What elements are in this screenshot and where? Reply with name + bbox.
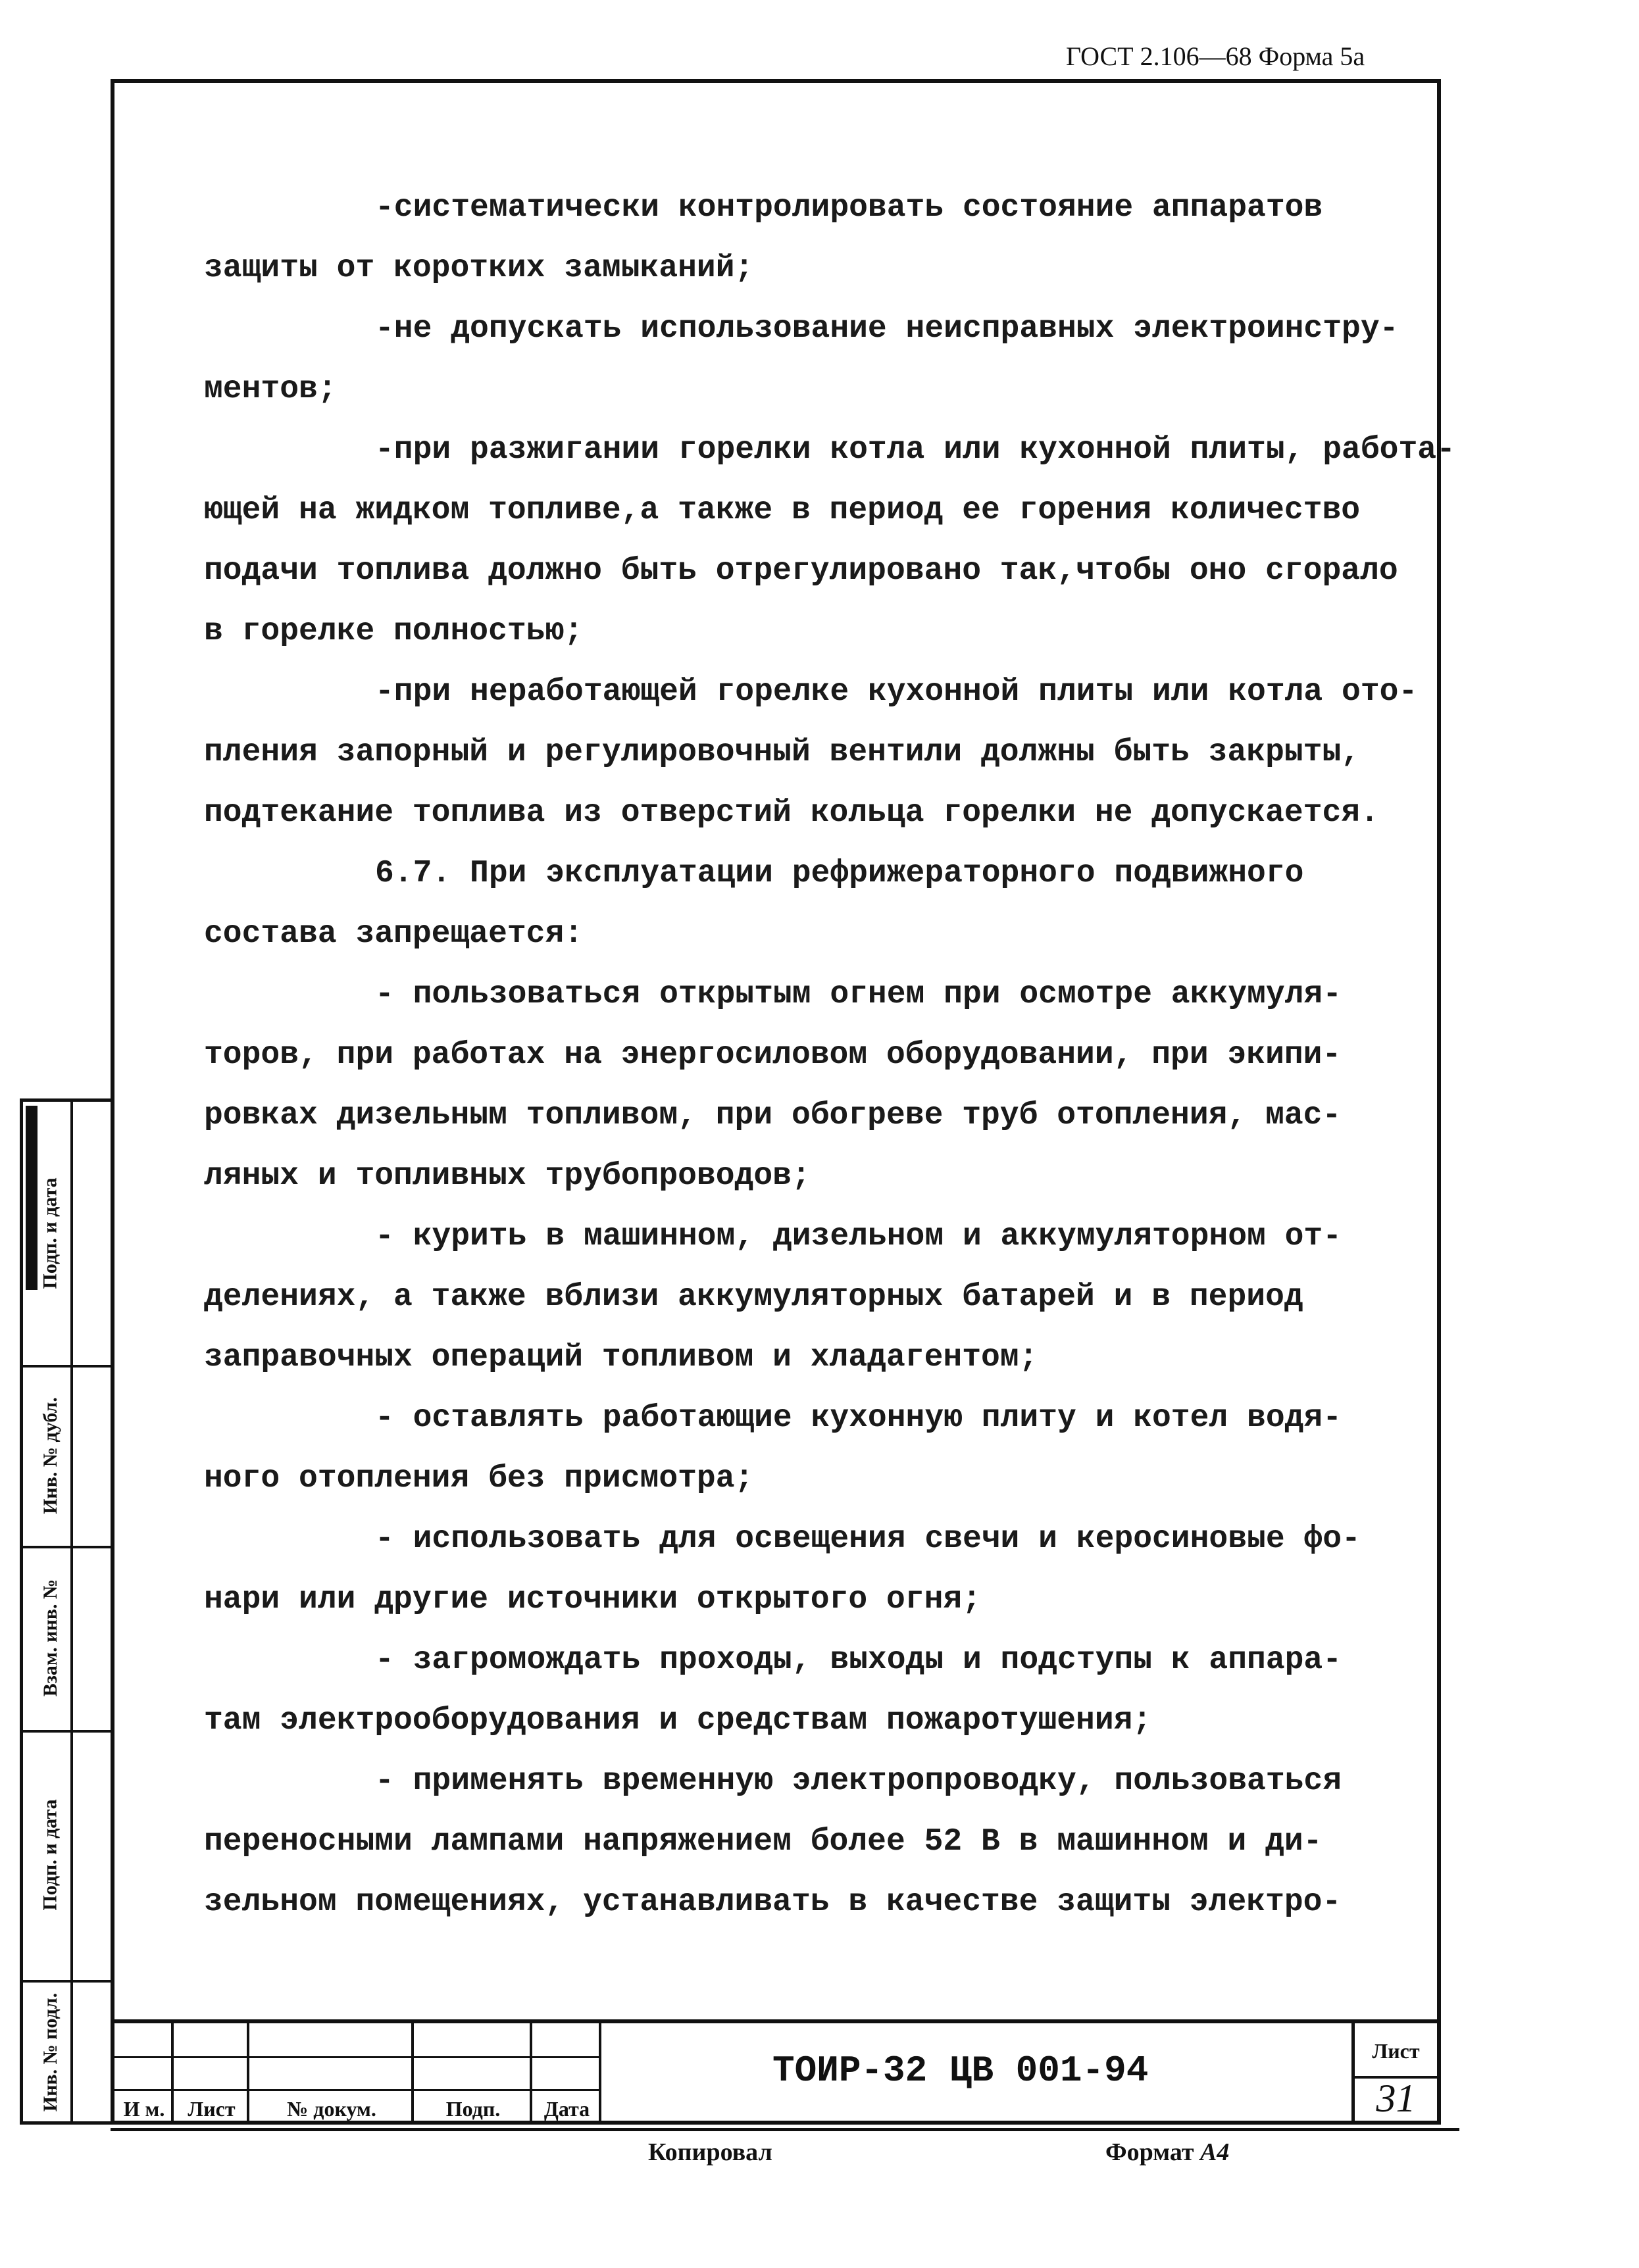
body-line: -не допускать использование неисправных электроинстру- [375,311,1399,347]
footer-rule [111,2128,1459,2131]
body-line: - использовать для освещения свечи и керосиновые фо- [375,1521,1361,1557]
body-line: ющей на жидком топливе,а также в период ее горения количество [204,493,1361,528]
body-line: защиты от коротких замыканий; [204,251,754,286]
footer-format-value: А4 [1200,2138,1230,2166]
body-line: ляных и топливных трубопроводов; [204,1158,811,1194]
title-block [114,2019,1437,2121]
sheet-label: Лист [1372,2039,1420,2063]
col-document-number: № докум. [287,2097,376,2121]
body-line: -при разжигании горелки котла или кухонной плиты, работа- [375,432,1455,468]
body-line: - применять временную электропроводку, пользоваться [375,1763,1342,1799]
body-line: подачи топлива должно быть отрегулировано так,чтобы оно сгорало [204,553,1398,589]
body-line: ного отопления без присмотра; [204,1461,754,1496]
body-line: заправочных операций топливом и хладагентом; [204,1340,1038,1375]
title-block-hline [114,2056,601,2058]
body-line: зельном помещениях, устанавливать в качестве защиты электро- [204,1885,1342,1920]
side-strip [20,1098,111,2125]
form-label: ГОСТ 2.106—68 Форма 5а [1066,41,1365,71]
body-text [204,178,1455,1933]
body-line: нари или другие источники открытого огня; [204,1582,981,1617]
col-change: И м. [123,2097,165,2121]
col-sheet: Лист [188,2097,236,2121]
side-label-signature-date: Подп. и дата [39,1799,61,1911]
sheet-number: 31 [1376,2077,1416,2120]
body-line: переносными лампами напряжением более 52 В в машинном и ди- [204,1824,1323,1860]
side-label-replacement-inventory: Взам. инв. № [39,1579,62,1697]
col-date: Дата [543,2097,590,2121]
body-line: 6.7. При эксплуатации рефрижераторного подвижного [375,856,1304,891]
body-line: ментов; [204,372,337,407]
body-line: - оставлять работающие кухонную плиту и котел водя- [375,1400,1342,1436]
body-line: -систематически контролировать состояние аппаратов [375,190,1323,226]
footer-format [1105,2138,1229,2167]
side-label-duplicate-inventory: Инв. № дубл. [39,1396,61,1514]
body-line: -при неработающей горелке кухонной плиты или котла ото- [375,674,1418,710]
body-line: - курить в машинном, дизельном и аккумуляторном от- [375,1219,1342,1254]
body-line: в горелке полностью; [204,614,584,649]
body-line: пления запорный и регулировочный вентили должны быть закрыты, [204,735,1361,770]
body-line: там электрооборудования и средствам пожаротушения; [204,1703,1152,1738]
title-block-hline [114,2089,601,2091]
side-label-signature-date-top: Подп. и дата [39,1177,61,1289]
side-label-original-inventory: Инв. № подл. [39,1992,61,2112]
document-code: ТОИР-32 ЦВ 001-94 [772,2050,1149,2092]
body-line: ровках дизельным топливом, при обогреве труб отопления, мас- [204,1098,1342,1133]
body-line: делениях, а также вблизи аккумуляторных батарей и в период [204,1279,1303,1315]
body-line: - загромождать проходы, выходы и подступы к аппара- [375,1642,1342,1678]
sheet-box [1351,2023,1437,2121]
body-line: подтекание топлива из отверстий кольца горелки не допускается. [204,795,1379,831]
body-line: - пользоваться открытым огнем при осмотре аккумуля- [375,977,1342,1012]
body-line: торов, при работах на энергосиловом оборудовании, при экипи- [204,1037,1342,1073]
body-line: состава запрещается: [204,916,584,952]
footer-copied: Копировал [648,2138,772,2166]
col-signature: Подп. [445,2097,501,2121]
footer-format-prefix: Формат [1105,2138,1194,2166]
